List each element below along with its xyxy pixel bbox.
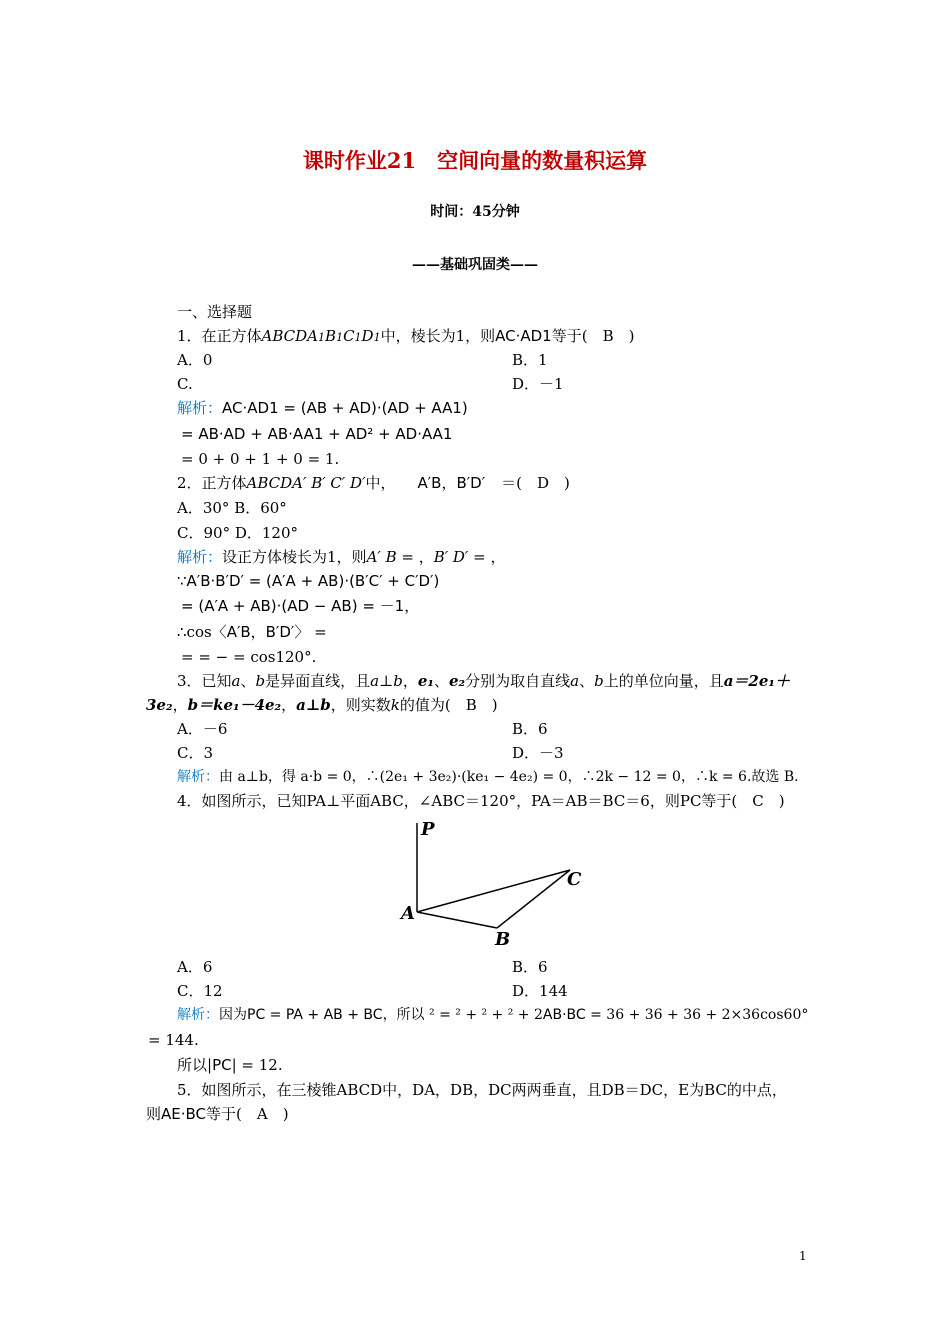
q4-solution-label: 解析： — [177, 1007, 219, 1023]
q4-label-a: A — [401, 903, 415, 924]
q4-edge-ac — [417, 870, 570, 912]
q5-text-2b: AE·BC — [161, 1105, 207, 1123]
q3-text-1a: 3．已知 — [177, 672, 232, 690]
time-label: 时间：45分钟 — [430, 204, 520, 220]
q5-text-2a: 则 — [146, 1105, 162, 1123]
q4-edge-ab — [417, 912, 497, 928]
q4-solution-text-1e: = 36 + 36 + 36 + 2×36cos60° — [585, 1007, 809, 1023]
q3-text-1m: 分别为取自直线 — [465, 672, 571, 690]
q4-solution-text-1a: 因为 — [219, 1007, 247, 1023]
q3-text-1f: a — [370, 672, 380, 690]
q1-solution-line-3: = 0 + 0 + 1 + 0 = 1. — [181, 450, 340, 468]
q1-stem-a: 1．在正方体 — [177, 327, 262, 345]
q2-solution-text-4b: A′B，B′D′ — [226, 623, 295, 641]
q2-solution-line-3: = (A′A + AB)·(AD − AB) = －1， — [181, 597, 420, 615]
q3-solution-text-1: 由 a⊥b，得 a·b = 0，∴(2e₁ + 3e₂)·(ke₁ − 4e₂) = 0，∴2k − 12 = 0，∴k = 6.故选 B. — [219, 769, 799, 785]
q5-stem-line-2 — [146, 1104, 289, 1124]
q4-figure — [395, 815, 595, 950]
q3-text-1g: ⊥ — [379, 672, 394, 690]
q3-text-1q: 上的单位向量，且 — [603, 672, 724, 690]
q2-solution-line-5: = = − = cos120°. — [181, 648, 317, 666]
q1-stem-c: 中，棱长为1，则 — [380, 327, 496, 345]
q3-text-1n: a — [570, 672, 580, 690]
q3-text-2b: ， — [172, 696, 188, 714]
part-heading: 一、选择题 — [177, 303, 253, 321]
q3-solution-label: 解析： — [177, 769, 219, 785]
q3-text-1o: 、 — [579, 672, 595, 690]
q3-text-2f: ，则实数 — [330, 696, 391, 714]
q3-text-1e: 是异面直线，且 — [265, 672, 371, 690]
q2-solution-text-1b: A′ B — [366, 548, 397, 566]
q1-stem-e: 等于( B ) — [551, 327, 635, 345]
q3-text-1l: e₂ — [448, 672, 466, 690]
q4-solution-text-1d: AB·BC — [542, 1007, 586, 1023]
q2-stem-b: ABCDA′ B′ C′ D′ — [246, 474, 366, 492]
q1-solution-label: 解析： — [177, 399, 223, 417]
q2-stem-c: 中， — [365, 474, 396, 492]
q3-text-1d: b — [255, 672, 266, 690]
q2-solution-label: 解析： — [177, 548, 223, 566]
q4-solution-line-3 — [177, 1055, 283, 1075]
q4-solution-line-2: = 144. — [148, 1031, 199, 1049]
q4-solution-text-3c: | = 12. — [231, 1056, 283, 1074]
q3-text-2c: b＝ke₁－4e₂ — [187, 696, 282, 714]
q2-solution-text-1c: = ， — [396, 548, 434, 566]
q2-solution-text-1e: = ， — [468, 548, 506, 566]
q1-option-a: A．0 — [177, 351, 213, 369]
q2-solution-text-4c: 〉 = — [294, 623, 327, 641]
q1-option-b: B．1 — [512, 351, 548, 369]
q3-option-b: B．6 — [512, 720, 548, 738]
q2-stem-e: ＝( D ) — [501, 474, 570, 492]
q1-solution-line-2: = AB·AD + AB·AA1 + AD² + AD·AA1 — [181, 425, 453, 443]
q4-solution-text-1b: PC = PA + AB + BC — [247, 1007, 383, 1023]
q4-edge-bc — [497, 870, 570, 928]
q3-text-1r: a＝2e₁＋ — [723, 672, 790, 690]
q2-solution-line-2: ∵A′B·B′D′ = (A′A + AB)·(B′C′ + C′D′) — [177, 572, 440, 590]
q3-option-c: C．3 — [177, 744, 214, 762]
q2-solution-line-4 — [177, 622, 327, 642]
q1-solution-line-1 — [177, 398, 468, 418]
q3-text-1j: e₁ — [417, 672, 434, 690]
q3-solution-line-1 — [177, 767, 799, 787]
q4-stem: 4．如图所示，已知PA⊥平面ABC，∠ABC＝120°，PA＝AB＝BC＝6，则PC等于( C ) — [177, 792, 785, 810]
page-number: 1 — [799, 1249, 807, 1263]
q4-label-p: P — [421, 819, 435, 840]
q4-solution-line-1 — [177, 1005, 808, 1025]
q3-stem-line-2 — [146, 695, 498, 715]
q1-option-c: C. — [177, 375, 193, 393]
q3-text-2h: 的值为( B ) — [399, 696, 498, 714]
q5-stem-line-1: 5．如图所示，在三棱锥ABCD中，DA，DB，DC两两垂直，且DB＝DC，E为BC的中点， — [177, 1081, 787, 1099]
q3-text-1h: b — [393, 672, 403, 690]
q4-label-c: C — [567, 869, 582, 890]
q2-solution-text-1a: 设正方体棱长为1，则 — [222, 548, 367, 566]
q1-stem: 1．在正方体ABCDA1B1C1D1中，棱长为1，则AC·AD1等于( B ) — [177, 327, 635, 345]
q4-solution-text-3b: PC — [212, 1056, 232, 1074]
q2-solution-text-4a: ∴cos〈 — [177, 623, 227, 641]
q3-text-1i: ， — [402, 672, 418, 690]
q3-text-2g: k — [390, 696, 400, 714]
q3-stem-line-1 — [177, 671, 790, 691]
q4-option-b: B．6 — [512, 958, 548, 976]
q3-text-1p: b — [594, 672, 604, 690]
q3-text-1b: a — [231, 672, 241, 690]
q1-solution-text-1: AC·AD1 = (AB + AD)·(AD + AA1) — [222, 399, 468, 417]
q3-text-1k: 、 — [433, 672, 449, 690]
q2-options-cd: C．90° D．120° — [177, 524, 298, 542]
q3-text-1c: 、 — [240, 672, 256, 690]
q2-options-ab: A．30° B．60° — [177, 499, 287, 517]
page-title: 课时作业21 空间向量的数量积运算 — [302, 148, 648, 173]
q2-solution-text-1d: B′ D′ — [433, 548, 469, 566]
q2-solution-line-1 — [177, 547, 505, 567]
q3-text-2e: a⊥b — [296, 696, 331, 714]
q1-stem-d: AC·AD1 — [495, 327, 552, 345]
q3-text-2d: ， — [281, 696, 297, 714]
section-label: ——基础巩固类—— — [412, 257, 538, 273]
q2-stem — [177, 473, 570, 493]
q3-text-2a: 3e₂ — [146, 696, 173, 714]
q2-stem-a: 2．正方体 — [177, 474, 247, 492]
q3-option-d: D．－3 — [512, 744, 564, 762]
q4-solution-text-3a: 所以| — [177, 1056, 213, 1074]
q4-option-c: C．12 — [177, 982, 223, 1000]
q4-solution-text-1c: ，所以 ² = ² + ² + ² + 2 — [382, 1007, 543, 1023]
q2-stem-d: A′B，B′D′ — [417, 474, 486, 492]
q4-option-d: D．144 — [512, 982, 568, 1000]
q1-option-d: D．－1 — [512, 375, 564, 393]
q1-stem-b: ABCDA — [261, 327, 319, 345]
q4-label-b: B — [495, 929, 511, 950]
q5-text-2c: 等于( A ) — [206, 1105, 289, 1123]
q3-option-a: A．－6 — [177, 720, 228, 738]
q4-option-a: A．6 — [177, 958, 213, 976]
